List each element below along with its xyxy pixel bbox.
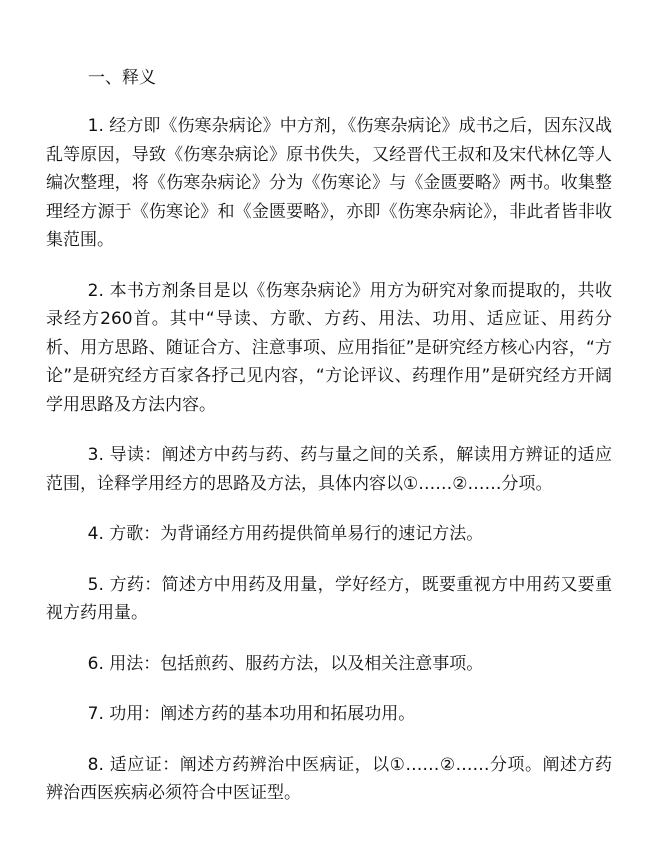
document-body (46, 112, 612, 830)
section-heading: 一、释义 (88, 68, 156, 88)
paragraph-8: 8. 适应证：阐述方药辨治中医病证，以①……②……分项。阐述方药辨治西医疾病必须符合中医证型。 (46, 754, 612, 803)
paragraph-3: 3. 导读：阐述方中药与药、药与量之间的关系，解读用方辨证的适应范围，诠释学用经方的思路及方法，具体内容以①……②……分项。 (46, 445, 612, 494)
paragraph-1: 1. 经方即《伤寒杂病论》中方剂，《伤寒杂病论》成书之后，因东汉战乱等原因，导致《伤寒杂病论》原书佚失，又经晋代王叔和及宋代林亿等人编次整理，将《伤寒杂病论》分为《伤寒论》与《金匮要略》两书。收集整理经方源于《伤寒论》和《金匮要略》，亦即《伤寒杂病论》，非此者皆非收集范围。 (46, 116, 612, 250)
paragraph-7: 7. 功用：阐述方药的基本功用和拓展功用。 (87, 704, 416, 724)
paragraph-6: 6. 用法：包括煎药、服药方法，以及相关注意事项。 (87, 653, 484, 674)
paragraph-2: 2. 本书方剂条目是以《伤寒杂病论》用方为研究对象而提取的，共收录经方260首。其中“导读、方歌、方药、用法、功用、适应证、用药分析、用方思路、随证合方、注意事项、应用指征”是研究经方核心内容，“方论”是研究经方百家各抒己见内容，“方论评议、药理作用”是研究经方开阔学用思路及方法内容。 (46, 280, 612, 415)
paragraph-4: 4. 方歌：为背诵经方用药提供简单易行的速记方法。 (87, 524, 484, 544)
paragraph-5: 5. 方药：简述方中用药及用量，学好经方，既要重视方中用药又要重视方药用量。 (46, 574, 612, 623)
